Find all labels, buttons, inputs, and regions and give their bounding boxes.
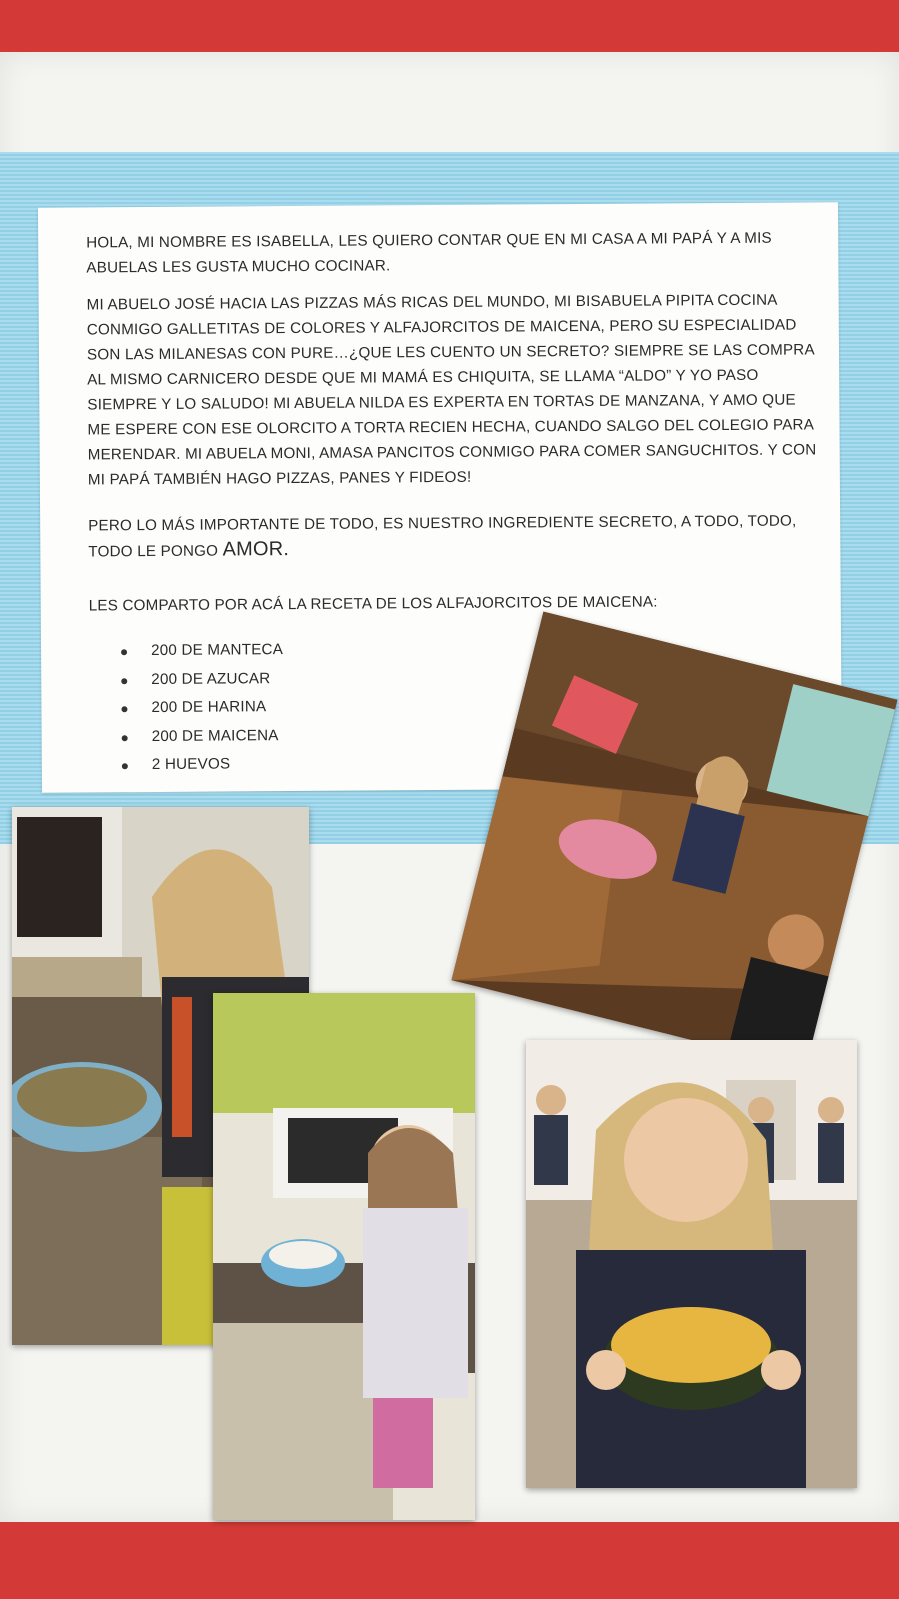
ingredient-label: 200 DE HARINA	[151, 698, 267, 717]
list-item	[119, 636, 283, 666]
ingredient-list	[119, 636, 284, 780]
list-item	[120, 750, 284, 780]
ingredient-label: 200 DE MAICENA	[151, 726, 279, 745]
recipe-intro: LES COMPARTO POR ACÁ LA RECETA DE LOS ALFAJORCITOS DE MAICENA:	[88, 593, 658, 615]
letter-paragraph-family: MI ABUELO JOSÉ HACIA LAS PIZZAS MÁS RICAS DEL MUNDO, MI BISABUELA PIPITA COCINA CONMIGO GALLETITAS DE COLORES Y ALFAJORCITOS DE MAICENA, PERO SU ESPECIALIDAD SON LAS MILANESAS CON PURE…¿QUE LES CUENTO UN SECRETO? SIEMPRE SE LAS COMPRA AL MISMO CARNICERO DESDE QUE MI MAMÁ ES CHIQUITA, SE LLAMA “ALDO” Y YO PASO SIEMPRE Y LO SALUDO! MI ABUELA NILDA ES EXPERTA EN TORTAS DE MANZANA, Y AMO QUE ME ESPERE CON ESE OLORCITO A TORTA RECIEN HECHA, CUANDO SALGO DEL COLEGIO PARA MERENDAR. MI ABUELA MONI, AMASA PANCITOS CONMIGO PARA COMER SANGUCHITOS. Y CON MI PAPÁ TAMBIÉN HAGO PIZZAS, PANES Y FIDEOS!	[86, 291, 817, 489]
letter-paragraph-secret	[88, 508, 818, 564]
list-item	[119, 665, 283, 695]
bullet-icon	[121, 706, 127, 712]
photo-girl-microwave-bowl	[213, 993, 475, 1520]
letter-paragraph-intro: HOLA, MI NOMBRE ES ISABELLA, LES QUIERO CONTAR QUE EN MI CASA A MI PAPÁ Y A MIS ABUELAS LES GUSTA MUCHO COCINAR.	[86, 229, 772, 277]
photo-girl-holding-squash	[526, 1040, 857, 1488]
bullet-icon	[122, 763, 128, 769]
list-item	[119, 693, 283, 723]
bullet-icon	[122, 735, 128, 741]
ingredient-label: 200 DE AZUCAR	[151, 669, 271, 688]
list-item	[120, 722, 284, 752]
bullet-icon	[121, 649, 127, 655]
bullet-icon	[121, 678, 127, 684]
secret-text: PERO LO MÁS IMPORTANTE DE TODO, ES NUESTRO INGREDIENTE SECRETO, A TODO, TODO, TODO LE PONGO	[88, 512, 797, 561]
ingredient-label: 200 DE MANTECA	[151, 641, 284, 660]
amor-word: AMOR.	[222, 538, 290, 561]
ingredient-label: 2 HUEVOS	[151, 755, 231, 774]
